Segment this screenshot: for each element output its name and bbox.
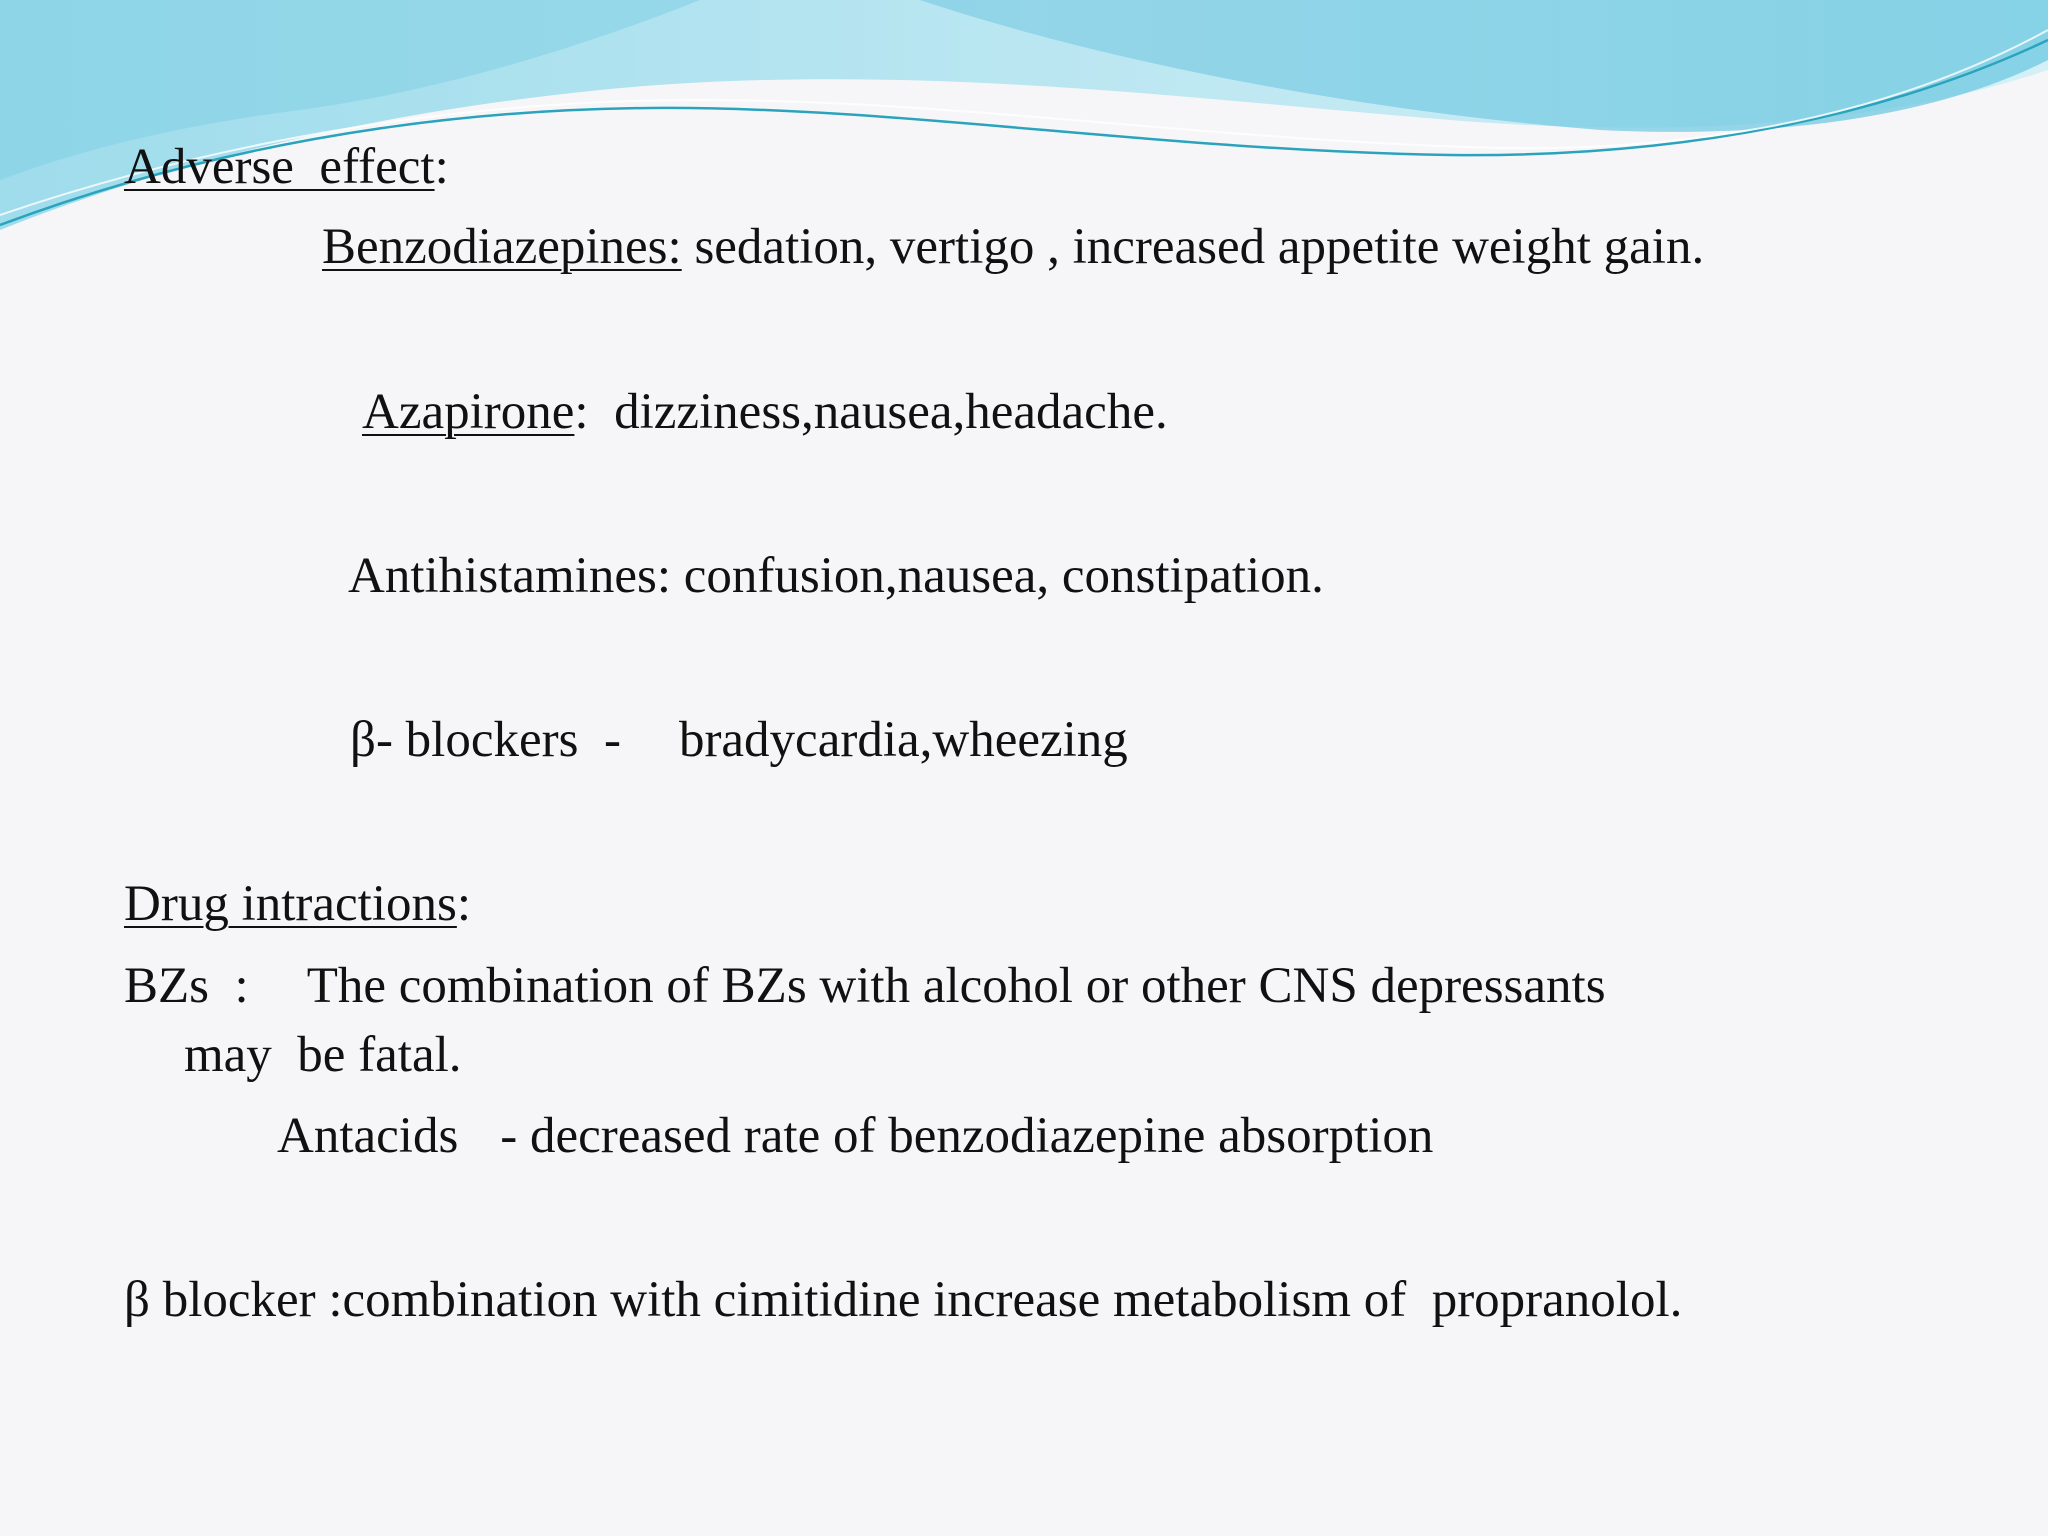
- header-wave-decoration: [0, 0, 2048, 240]
- drug-interactions-heading: [124, 874, 471, 934]
- bzs-label: BZs :: [124, 958, 249, 1014]
- beta-blocker-interaction-text: β blocker :combination with cimitidine increase metabolism of propranolol.: [124, 1272, 1683, 1328]
- drug-interactions-heading-colon: :: [456, 876, 472, 932]
- adverse-effect-heading-label: Adverse effect: [124, 139, 435, 195]
- bzs-text: The combination of BZs with alcohol or other CNS depressants: [306, 958, 1606, 1014]
- antacids-label: Antacids: [277, 1108, 459, 1164]
- beta-blockers-label: β- blockers -: [350, 712, 621, 768]
- benzodiazepines-line: [322, 217, 1704, 277]
- bzs-line: [124, 956, 1606, 1016]
- beta-blockers-line: [350, 710, 1128, 770]
- antihistamines-line: [348, 546, 1324, 606]
- antihistamines-text: Antihistamines: confusion,nausea, constipation.: [348, 548, 1324, 604]
- beta-blockers-text: bradycardia,wheezing: [678, 712, 1128, 768]
- antacids-line: [277, 1106, 1433, 1166]
- benzodiazepines-label: Benzodiazepines:: [322, 219, 682, 275]
- azapirone-label: Azapirone: [362, 384, 575, 440]
- bzs-line-continued: [184, 1025, 462, 1085]
- azapirone-text: : dizziness,nausea,headache.: [574, 384, 1168, 440]
- benzodiazepines-text: sedation, vertigo , increased appetite weight gain.: [681, 219, 1705, 275]
- azapirone-line: [362, 382, 1168, 442]
- drug-interactions-heading-label: Drug intractions: [124, 876, 457, 932]
- bzs-text-continued: may be fatal.: [184, 1027, 462, 1083]
- adverse-effect-heading: [124, 137, 449, 197]
- adverse-effect-heading-colon: :: [434, 139, 449, 195]
- beta-blocker-interaction-line: [124, 1270, 1682, 1330]
- antacids-text: - decreased rate of benzodiazepine absorption: [500, 1108, 1434, 1164]
